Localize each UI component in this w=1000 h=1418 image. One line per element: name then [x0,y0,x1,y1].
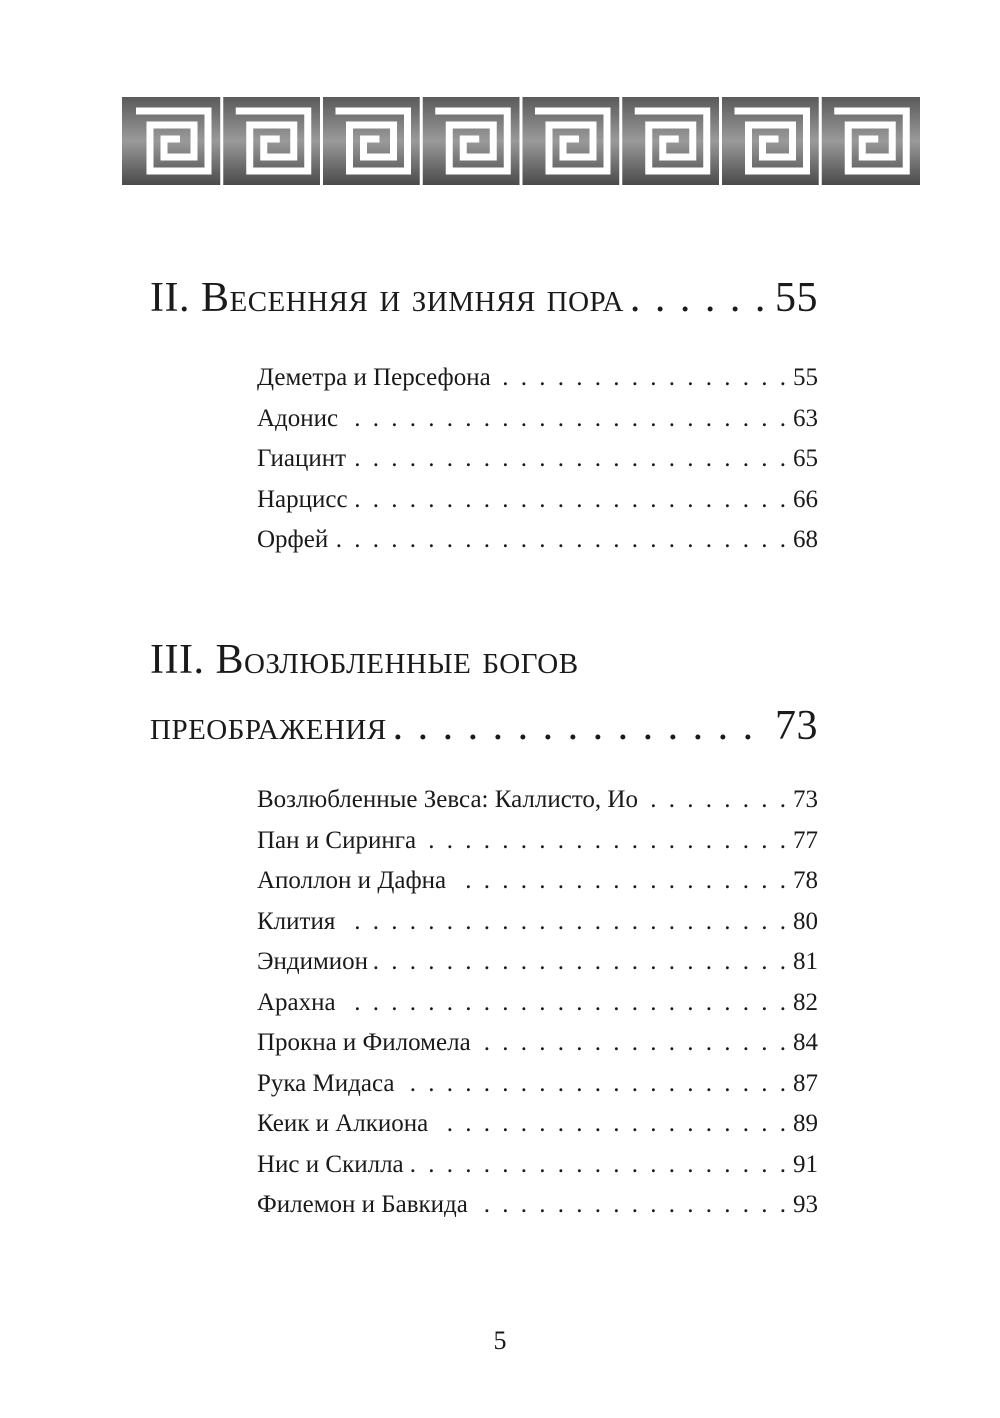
toc-entry[interactable] [257,445,818,486]
entry-page: 80 [793,907,818,935]
entry-page: 87 [793,1069,818,1097]
entry-title: Рука Мидаса [257,1069,395,1097]
dot-leader [452,867,789,895]
entry-title: Орфей [257,526,329,553]
entry-title: Арахна [257,988,336,1016]
entry-page: 91 [793,1150,818,1178]
entry-page: 63 [793,404,818,432]
dot-leader [352,445,789,473]
toc-entry[interactable] [257,526,818,567]
toc-entry[interactable] [257,908,818,949]
entry-title: Адонис [257,404,339,432]
dot-leader [344,405,789,433]
entry-page: 84 [793,1029,818,1056]
entry-page: 77 [793,826,818,854]
entry-page: 78 [793,867,818,894]
section-title-line1: III. Возлюбленные богов [150,637,579,683]
section-title: II. Весенняя и зимняя пора [150,275,624,321]
entry-page: 66 [793,485,818,513]
dot-leader [410,1151,789,1179]
toc-entry[interactable] [257,1029,818,1070]
entry-title: Эндимион [257,948,369,975]
entry-page: 89 [793,1110,818,1137]
toc-entry[interactable] [257,364,818,405]
dot-leader [341,908,789,936]
toc-entry[interactable] [257,786,818,827]
entry-title: Филемон и Бавкида [257,1191,468,1218]
entry-title: Аполлон и Дафна [257,867,447,894]
dot-leader [334,526,789,554]
toc-entry[interactable] [257,1191,818,1232]
entry-title: Клития [257,907,336,935]
greek-key-border [122,97,920,185]
dot-leader [434,1110,789,1138]
toc-entry[interactable] [257,1070,818,1111]
toc-entry[interactable] [257,827,818,868]
entry-page: 68 [793,526,818,553]
toc-entry[interactable] [257,948,818,989]
dot-leader [422,827,789,855]
entry-title: Нарцисс [257,485,348,513]
entry-page: 65 [793,445,818,472]
section-page-number: 73 [775,703,818,749]
entry-title: Гиацинт [257,445,347,472]
entry-page: 82 [793,988,818,1016]
dot-leader [342,989,789,1017]
section-ii-entries [257,364,818,567]
entry-title: Деметра и Персефона [257,364,491,391]
entry-page: 81 [793,948,818,975]
dot-leader [474,1191,789,1219]
entry-title: Возлюбленные Зевса: Каллисто, Ио [257,786,638,813]
dot-leader [374,948,789,976]
dot-leader [354,486,789,514]
dot-leader [644,786,789,814]
dot-leader [393,700,769,752]
dot-leader [400,1070,789,1098]
entry-page: 73 [793,786,818,813]
toc-entry[interactable] [257,486,818,527]
toc-entry[interactable] [257,989,818,1030]
section-heading-iii[interactable] [150,634,818,752]
entry-title: Пан и Сиринга [257,826,417,854]
entry-title: Прокна и Филомела [257,1029,471,1056]
entry-title: Кеик и Алкиона [257,1110,429,1137]
toc-entry[interactable] [257,1110,818,1151]
entry-title: Нис и Скилла [257,1150,404,1178]
toc-entry[interactable] [257,1151,818,1192]
toc-entry[interactable] [257,405,818,446]
entry-page: 93 [793,1191,818,1218]
section-heading-ii[interactable] [150,272,818,324]
section-page-number: 55 [775,275,818,321]
dot-leader [630,272,769,324]
entry-page: 55 [793,364,818,391]
dot-leader [477,1029,789,1057]
section-title-line2: преображения [150,703,387,749]
section-iii-entries [257,786,818,1232]
toc-entry[interactable] [257,867,818,908]
page-number: 5 [493,1326,507,1355]
dot-leader [497,364,789,392]
